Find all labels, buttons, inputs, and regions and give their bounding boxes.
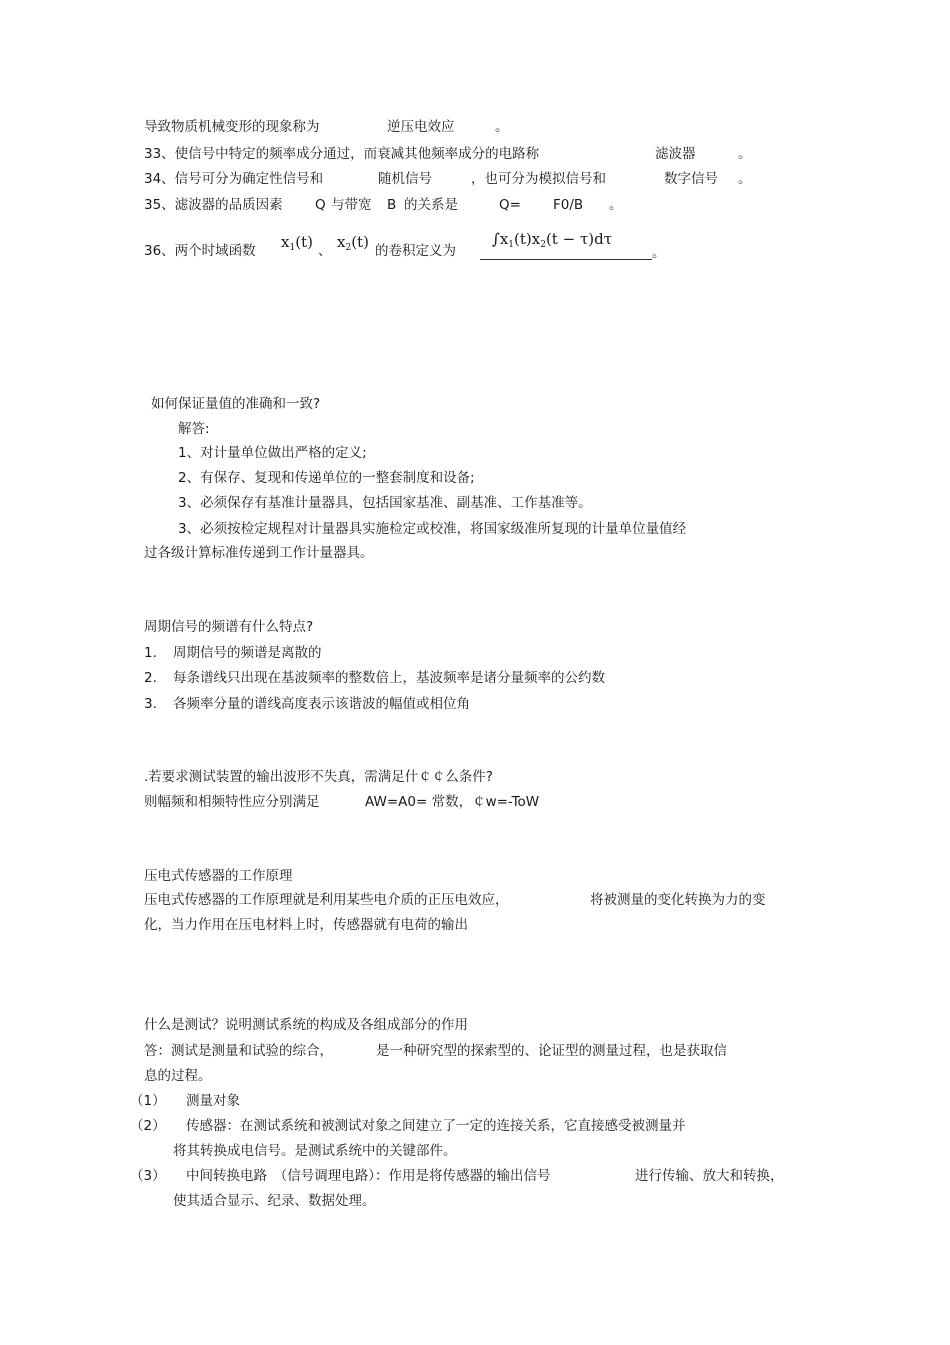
x1-of-t-formula: $x_1(t)$ (281, 233, 313, 253)
section1-answer-label: 解答: (178, 421, 210, 437)
q32-line (144, 121, 320, 135)
section5-answer-cont: 息的过程。 (144, 1068, 212, 1084)
q36-sep: 、 (318, 243, 332, 259)
section4-title: 压电式传感器的工作原理 (144, 868, 293, 884)
section5-item-text-b: 进行传输、放大和转换， (635, 1168, 784, 1184)
q35-q-eq: Q= (499, 197, 521, 213)
section5-question: 什么是测试？说明测试系统的构成及各组成部分的作用 (144, 1017, 468, 1033)
q34-text-b: ，也可分为模拟信号和 (471, 171, 606, 187)
section5-item-cont: 将其转换成电信号。是测试系统中的关键部件。 (173, 1143, 457, 1159)
section1-item: 2、有保存、复现和传递单位的一整套制度和设备; (178, 470, 475, 486)
section5-answer-b: 是一种研究型的探索型的、论证型的测量过程，也是获取信 (376, 1043, 727, 1059)
q32-end: 。 (495, 119, 509, 135)
section4-line2: 化，当力作用在压电材料上时，传感器就有电荷的输出 (144, 917, 468, 933)
q35-text-a: 35、滤波器的品质因素 (144, 197, 283, 213)
q35-text-c: 的关系是 (404, 197, 458, 213)
answer-underline (480, 259, 652, 260)
q35-answer: F0/B (553, 197, 584, 213)
section2-item-text: 各频率分量的谱线高度表示该谐波的幅值或相位角 (173, 696, 470, 712)
section1-continuation: 过各级计算标准传递到工作计量器具。 (144, 545, 374, 561)
section5-item-num: （3） (130, 1168, 166, 1184)
section5-item-text: 测量对象 (186, 1093, 240, 1109)
q36-text-b: 的卷积定义为 (375, 243, 456, 259)
q35-q: Q (315, 197, 326, 213)
section2-item-num: 2. (144, 670, 157, 686)
section1-question: 如何保证量值的准确和一致? (151, 396, 321, 412)
q35-text-b: 与带宽 (331, 197, 372, 213)
x2-of-t-formula: $x_2(t)$ (337, 233, 369, 253)
section3-answer-a: 则幅频和相频特性应分别满足 (144, 794, 320, 810)
q34-answer-a: 随机信号 (378, 171, 432, 187)
section1-item: 3、必须按检定规程对计量器具实施检定或校准，将国家级准所复现的计量单位量值经 (178, 521, 687, 537)
section1-item: 3、必须保存有基准计量器具，包括国家基准、副基准、工作基准等。 (178, 495, 592, 511)
q36-text-a: 36、两个时域函数 (144, 243, 256, 259)
q33-answer: 滤波器 (655, 146, 696, 162)
section3-question: .若要求测试装置的输出波形不失真，需满足什￠￠么条件? (144, 769, 493, 785)
section4-line1-a: 压电式传感器的工作原理就是利用某些电介质的正压电效应， (144, 892, 509, 908)
section5-item-text-a: 中间转换电路 （信号调理电路）：作用是将传感器的输出信号 (186, 1168, 551, 1184)
section5-item-num: （1） (130, 1093, 166, 1109)
q34-end: 。 (738, 171, 752, 187)
section5-item-cont: 使其适合显示、纪录、数据处理。 (173, 1193, 376, 1209)
q32-text: 导致物质机械变形的现象称为 (144, 119, 320, 135)
q34-text-a: 34、信号可分为确定性信号和 (144, 171, 324, 187)
q35-end: 。 (609, 197, 623, 213)
q34-answer-b: 数字信号 (664, 171, 718, 187)
section2-item-text: 每条谱线只出现在基波频率的整数倍上，基波频率是诸分量频率的公约数 (173, 670, 605, 686)
section2-item-text: 周期信号的频谱是离散的 (173, 645, 322, 661)
q35-b: B (387, 197, 397, 213)
q33-text: 33、使信号中特定的频率成分通过，而衰减其他频率成分的电路称 (144, 146, 540, 162)
section5-answer-a: 答：测试是测量和试验的综合， (144, 1043, 333, 1059)
section5-item-num: （2） (130, 1118, 166, 1134)
q33-end: 。 (738, 146, 752, 162)
section2-item-num: 1. (144, 645, 157, 661)
section5-item-text: 传感器：在测试系统和被测试对象之间建立了一定的连接关系，它直接感受被测量并 (186, 1118, 686, 1134)
section2-question: 周期信号的频谱有什么特点? (144, 619, 314, 635)
section1-item: 1、对计量单位做出严格的定义; (178, 445, 367, 461)
section3-answer-b: AW=A0= 常数，￠w=-ToW (365, 794, 540, 810)
q32-answer: 逆压电效应 (387, 119, 455, 135)
q36-end: 。 (652, 245, 666, 261)
convolution-formula: $\int x_1(t)x_2(t - \tau)d\tau$ (492, 230, 612, 250)
section2-item-num: 3. (144, 696, 157, 712)
section4-line1-b: 将被测量的变化转换为力的变 (590, 892, 766, 908)
